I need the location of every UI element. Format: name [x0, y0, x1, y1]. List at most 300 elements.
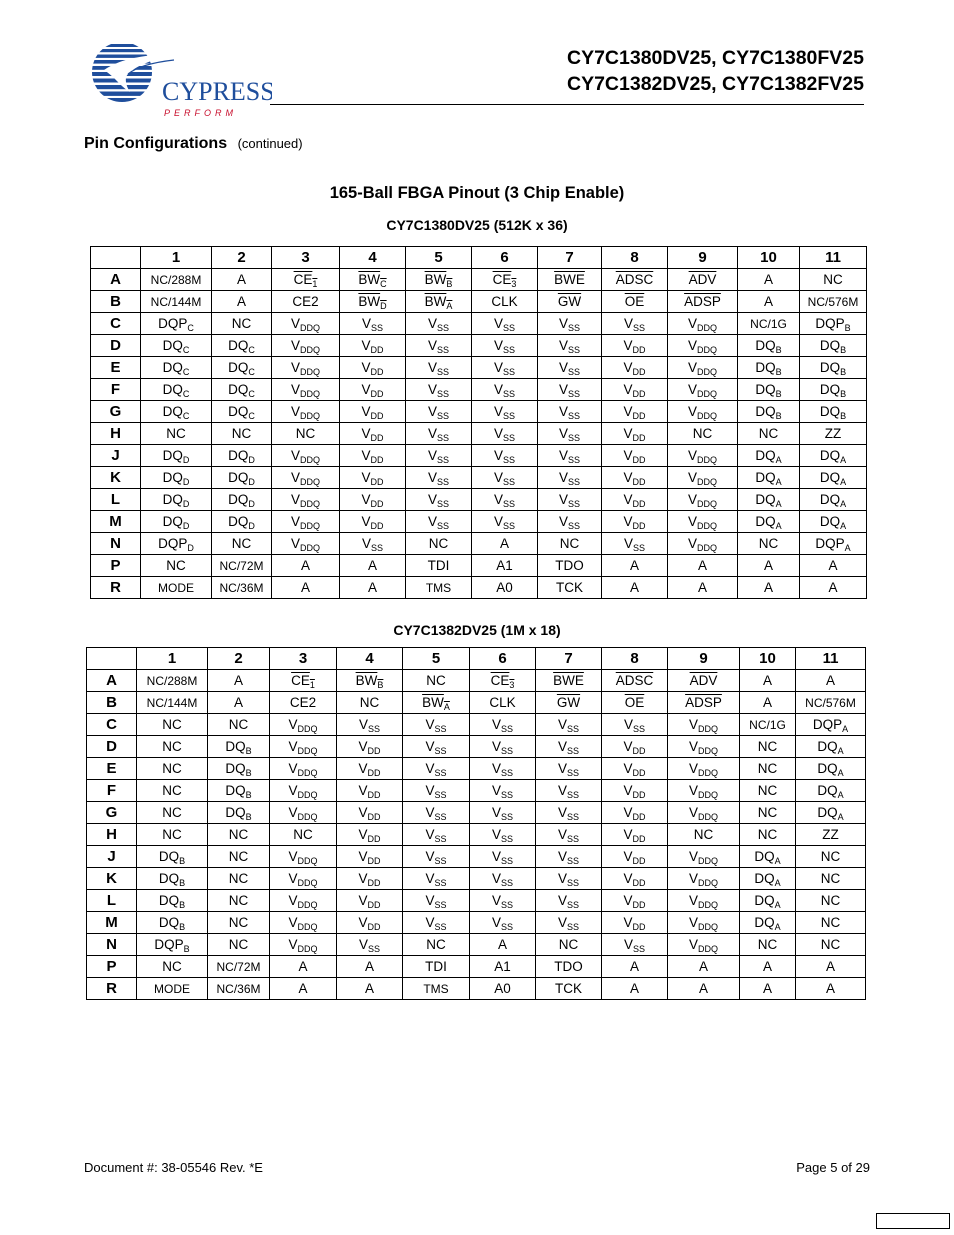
pin-label: $V_{DDQ}$: [288, 871, 318, 888]
pin-label: $DQ_C$: [228, 382, 255, 399]
table-row: [91, 423, 867, 445]
pin-cell: [668, 335, 738, 357]
pin-cell: [212, 533, 272, 555]
pin-label: ADSP: [685, 695, 722, 710]
pin-label: NC: [162, 827, 182, 842]
pin-label: $DQ_B$: [755, 404, 782, 421]
table-row: [87, 824, 866, 846]
pin-label: $DQ_D$: [162, 470, 190, 487]
pin-label: NC: [820, 893, 841, 908]
pin-label: CLK: [491, 294, 518, 309]
pin-label: $V_{DDQ}$: [288, 915, 318, 932]
pin-cell: [602, 956, 668, 978]
pin-cell: [137, 692, 208, 714]
table-row: [87, 802, 866, 824]
column-header: 11: [800, 247, 867, 269]
pin-label: A: [236, 272, 246, 287]
pin-cell: [602, 291, 668, 313]
pin-cell: [137, 714, 208, 736]
pin-label: $V_{DDQ}$: [290, 470, 320, 487]
pin-cell: [470, 802, 536, 824]
pin-label: $V_{DDQ}$: [687, 492, 717, 509]
pin-cell: [538, 533, 602, 555]
pin-label: $V_{SS}$: [493, 382, 516, 399]
pin-cell: [470, 714, 536, 736]
pin-label: $CE_3$: [492, 272, 517, 289]
pin-cell: [538, 467, 602, 489]
pin-cell: [470, 692, 536, 714]
pin-cell: [337, 956, 403, 978]
pin-label: $DQ_B$: [755, 382, 782, 399]
pin-cell: [472, 291, 538, 313]
pin-label: $V_{DD}$: [623, 470, 646, 487]
pin-label: $V_{SS}$: [493, 514, 516, 531]
pin-cell: [536, 956, 602, 978]
pin-cell: [406, 467, 472, 489]
pin-cell: [800, 401, 867, 423]
pin-cell: [270, 670, 337, 692]
pin-cell: [738, 555, 800, 577]
row-header: M: [91, 511, 141, 533]
pin-label: NC: [231, 426, 252, 441]
pin-cell: [602, 890, 668, 912]
table-row: [91, 269, 867, 291]
pin-label: NC: [228, 871, 249, 886]
pin-label: NC/576M: [805, 695, 856, 710]
pin-label: TDI: [427, 558, 450, 573]
pin-label: $V_{DDQ}$: [290, 404, 320, 421]
pin-cell: [340, 335, 406, 357]
pin-cell: [337, 934, 403, 956]
pin-cell: [668, 758, 740, 780]
pin-label: NC: [692, 426, 713, 441]
column-header: 10: [740, 648, 796, 670]
pin-label: $DQ_A$: [819, 448, 847, 465]
pin-label: NC/144M: [150, 294, 202, 309]
pin-cell: [340, 401, 406, 423]
pin-label: $V_{SS}$: [425, 849, 447, 866]
pin-cell: [208, 802, 270, 824]
pin-cell: [800, 357, 867, 379]
column-header: 2: [208, 648, 270, 670]
pin-cell: [406, 423, 472, 445]
pin-label: A: [300, 558, 310, 573]
pin-label: $V_{DDQ}$: [687, 514, 717, 531]
pin-cell: [337, 824, 403, 846]
pin-cell: [340, 313, 406, 335]
row-header: A: [91, 269, 141, 291]
pin-cell: [740, 846, 796, 868]
pin-label: $BW_B$: [355, 673, 384, 690]
pin-label: NC/144M: [146, 695, 198, 710]
pin-label: $V_{DD}$: [358, 739, 381, 756]
pin-label: $DQ_B$: [158, 893, 186, 910]
pin-cell: [538, 577, 602, 599]
table-row: [91, 291, 867, 313]
pin-cell: [796, 780, 866, 802]
pin-label: NC: [757, 937, 778, 952]
row-header: P: [91, 555, 141, 577]
column-header: 1: [141, 247, 212, 269]
pin-label: $V_{DDQ}$: [687, 316, 717, 333]
pin-cell: [740, 670, 796, 692]
pin-cell: [403, 890, 470, 912]
pin-label: $BW_D$: [358, 294, 387, 311]
table-row: [91, 467, 867, 489]
pin-cell: [472, 401, 538, 423]
pin-label: $\overline{GW}$: [557, 294, 582, 309]
pin-label: $V_{DDQ}$: [288, 761, 318, 778]
pin-label: $V_{SS}$: [425, 761, 447, 778]
pin-label: $DQ_A$: [819, 470, 847, 487]
pin-label: $V_{SS}$: [427, 492, 450, 509]
pin-cell: [796, 956, 866, 978]
pin-label: $V_{DDQ}$: [688, 849, 718, 866]
row-header: F: [91, 379, 141, 401]
pin-label: $\overline{BWE}$: [554, 272, 585, 287]
pin-cell: [668, 890, 740, 912]
pin-cell: [272, 269, 340, 291]
pin-cell: [270, 868, 337, 890]
pin-label: NC/288M: [150, 272, 202, 287]
row-header: H: [87, 824, 137, 846]
pin-cell: [472, 467, 538, 489]
pin-cell: [137, 978, 208, 1000]
pin-cell: [538, 313, 602, 335]
pin-cell: [536, 802, 602, 824]
pin-cell: [272, 533, 340, 555]
pin-label: $V_{SS}$: [557, 893, 580, 910]
pin-label: $V_{DD}$: [358, 893, 381, 910]
pin-cell: [668, 824, 740, 846]
pin-label: $V_{DDQ}$: [290, 360, 320, 377]
pin-cell: [796, 846, 866, 868]
pin-label: $V_{SS}$: [557, 849, 580, 866]
pin-label: ZZ: [822, 827, 839, 842]
pin-cell: [668, 577, 738, 599]
header-rule: [270, 104, 864, 105]
pin-cell: [800, 291, 867, 313]
pin-cell: [270, 714, 337, 736]
pin-cell: [668, 269, 738, 291]
pin-cell: [340, 577, 406, 599]
pin-cell: [337, 868, 403, 890]
pin-label: A: [763, 580, 773, 595]
pin-cell: [800, 467, 867, 489]
pin-cell: [470, 956, 536, 978]
pin-cell: [340, 533, 406, 555]
pin-cell: [208, 912, 270, 934]
pin-label: A: [698, 981, 708, 996]
pin-cell: [796, 670, 866, 692]
pin-cell: [796, 912, 866, 934]
pin-cell: [602, 423, 668, 445]
pin-label: $DQ_A$: [817, 739, 844, 756]
pin-cell: [403, 670, 470, 692]
pin-cell: [800, 379, 867, 401]
pin-label: $V_{SS}$: [623, 316, 646, 333]
row-header: L: [87, 890, 137, 912]
pin-cell: [602, 934, 668, 956]
pin-label: $V_{DD}$: [361, 382, 384, 399]
pin-cell: [668, 291, 738, 313]
pin-label: $DQ_D$: [228, 448, 255, 465]
pin-cell: [403, 736, 470, 758]
pin-cell: [137, 802, 208, 824]
pin-cell: [212, 313, 272, 335]
pin-label: A: [762, 959, 772, 974]
pin-label: $V_{SS}$: [491, 761, 514, 778]
pin-label: $V_{SS}$: [491, 717, 514, 734]
row-header: G: [87, 802, 137, 824]
pin-cell: [668, 401, 738, 423]
pin-label: $DQ_A$: [754, 871, 781, 888]
pin-label: $V_{SS}$: [425, 893, 447, 910]
pin-cell: [668, 802, 740, 824]
pin-cell: [337, 758, 403, 780]
pin-label: $V_{SS}$: [427, 360, 450, 377]
pin-label: $DQP_A$: [812, 717, 849, 734]
pin-cell: [602, 912, 668, 934]
pin-cell: [472, 577, 538, 599]
pin-cell: [272, 291, 340, 313]
pin-label: NC: [162, 717, 182, 732]
pin-cell: [538, 511, 602, 533]
pin-cell: [337, 846, 403, 868]
row-header: R: [91, 577, 141, 599]
pin-label: A: [629, 558, 639, 573]
pin-label: ADSP: [684, 294, 721, 309]
pin-label: $DQ_C$: [228, 360, 255, 377]
pin-label: $V_{DD}$: [623, 404, 646, 421]
column-header: 9: [668, 247, 738, 269]
pin-cell: [337, 890, 403, 912]
pin-cell: [740, 758, 796, 780]
pin-cell: [602, 868, 668, 890]
pin-label: $DQ_C$: [228, 404, 255, 421]
pin-cell: [536, 736, 602, 758]
pin-cell: [406, 401, 472, 423]
pin-cell: [800, 511, 867, 533]
pin-cell: [602, 978, 668, 1000]
pin-label: $V_{SS}$: [623, 937, 646, 954]
pin-cell: [270, 758, 337, 780]
svg-text:PERFORM: PERFORM: [164, 108, 237, 118]
pin-cell: [538, 423, 602, 445]
pin-cell: [272, 423, 340, 445]
pin-label: $DQ_B$: [158, 849, 186, 866]
pin-cell: [406, 291, 472, 313]
pin-label: $DQ_C$: [162, 404, 190, 421]
pin-cell: [738, 577, 800, 599]
pin-cell: [208, 780, 270, 802]
pin-label: $DQ_A$: [817, 805, 844, 822]
pin-cell: [668, 846, 740, 868]
pin-cell: [796, 692, 866, 714]
pinout-table-1m-x18: [86, 647, 866, 1000]
pin-cell: [800, 335, 867, 357]
pin-label: $V_{SS}$: [358, 717, 381, 734]
pin-cell: [740, 780, 796, 802]
pin-cell: [668, 511, 738, 533]
row-header: L: [91, 489, 141, 511]
pin-cell: [208, 890, 270, 912]
pin-label: A: [298, 959, 308, 974]
pin-label: TCK: [555, 981, 582, 996]
row-header: M: [87, 912, 137, 934]
pin-label: $DQ_D$: [228, 470, 255, 487]
pin-cell: [141, 291, 212, 313]
pin-cell: [272, 379, 340, 401]
column-header: 6: [472, 247, 538, 269]
pin-label: $DQ_B$: [225, 783, 252, 800]
pin-cell: [141, 511, 212, 533]
pin-cell: [406, 335, 472, 357]
pin-cell: [272, 445, 340, 467]
pin-label: NC: [757, 827, 778, 842]
pin-cell: [470, 846, 536, 868]
pin-label: $V_{DDQ}$: [688, 739, 718, 756]
pin-cell: [137, 846, 208, 868]
row-header: C: [91, 313, 141, 335]
pin-cell: [668, 445, 738, 467]
table-row: [91, 511, 867, 533]
pin-cell: [272, 401, 340, 423]
pin-cell: [738, 313, 800, 335]
pin-cell: [470, 758, 536, 780]
pin-cell: [602, 555, 668, 577]
pin-cell: [137, 912, 208, 934]
pin-cell: [668, 736, 740, 758]
pin-label: $V_{SS}$: [623, 717, 646, 734]
pin-label: $V_{SS}$: [491, 739, 514, 756]
row-header: P: [87, 956, 137, 978]
pin-cell: [668, 978, 740, 1000]
pin-cell: [800, 445, 867, 467]
pin-label: NC/1G: [749, 717, 786, 732]
pin-cell: [141, 555, 212, 577]
pin-label: NC/1G: [750, 316, 787, 331]
pin-cell: [602, 269, 668, 291]
title-line-1: CY7C1380DV25, CY7C1380FV25: [566, 47, 864, 69]
pin-cell: [403, 978, 470, 1000]
pin-label: ADSC: [615, 673, 654, 688]
pin-cell: [406, 313, 472, 335]
pin-label: $V_{SS}$: [493, 338, 516, 355]
pin-cell: [212, 291, 272, 313]
pin-label: $\overline{ADV}$: [688, 272, 717, 287]
pin-cell: [668, 670, 740, 692]
pin-cell: [800, 489, 867, 511]
pin-cell: [272, 577, 340, 599]
pin-cell: [740, 802, 796, 824]
pin-cell: [602, 511, 668, 533]
row-header: N: [87, 934, 137, 956]
pin-label: $DQ_A$: [754, 915, 781, 932]
column-header: 7: [538, 247, 602, 269]
pin-label: $V_{DDQ}$: [688, 893, 718, 910]
pin-label: $V_{SS}$: [558, 404, 581, 421]
section-heading: [84, 135, 303, 153]
pin-label: $V_{SS}$: [427, 448, 450, 465]
pin-cell: [602, 758, 668, 780]
pin-label: A0: [494, 981, 511, 996]
column-header: 1: [137, 648, 208, 670]
pin-cell: [602, 489, 668, 511]
pin-label: $DQ_A$: [754, 893, 781, 910]
pin-cell: [208, 824, 270, 846]
pin-label: NC: [558, 937, 579, 952]
pin-label: $V_{SS}$: [491, 805, 514, 822]
pin-cell: [137, 934, 208, 956]
pin-label: TCK: [556, 580, 583, 595]
pin-cell: [337, 692, 403, 714]
pin-cell: [738, 445, 800, 467]
pin-label: $V_{SS}$: [558, 382, 581, 399]
pin-cell: [738, 511, 800, 533]
column-header: 6: [470, 648, 536, 670]
column-header: 5: [403, 648, 470, 670]
pin-label: $V_{DDQ}$: [688, 761, 718, 778]
pin-label: NC: [162, 761, 182, 776]
pin-label: NC: [293, 827, 313, 842]
pin-cell: [137, 956, 208, 978]
pin-cell: [536, 824, 602, 846]
pin-label: MODE: [158, 580, 194, 595]
pin-cell: [536, 912, 602, 934]
table-row: [91, 335, 867, 357]
row-header: E: [91, 357, 141, 379]
pin-cell: [403, 934, 470, 956]
pin-label: NC: [231, 316, 252, 331]
pin-cell: [406, 511, 472, 533]
table-row: [87, 846, 866, 868]
pin-cell: [270, 934, 337, 956]
pin-cell: [738, 269, 800, 291]
pin-cell: [403, 692, 470, 714]
pin-label: NC: [228, 937, 249, 952]
pin-cell: [137, 824, 208, 846]
pin-cell: [337, 736, 403, 758]
pin-label: $V_{SS}$: [558, 448, 581, 465]
pin-label: $V_{DDQ}$: [688, 937, 718, 954]
pin-label: $V_{SS}$: [558, 426, 581, 443]
pin-label: $V_{DD}$: [361, 492, 384, 509]
pin-label: NC/72M: [216, 959, 261, 974]
pin-label: $V_{SS}$: [425, 827, 447, 844]
pin-cell: [270, 736, 337, 758]
pin-label: $V_{SS}$: [623, 536, 646, 553]
pin-label: $V_{SS}$: [491, 783, 514, 800]
pin-label: $DQ_B$: [225, 805, 252, 822]
pin-cell: [403, 846, 470, 868]
pin-cell: [800, 423, 867, 445]
pin-cell: [740, 890, 796, 912]
pin-label: $DQP_A$: [815, 536, 851, 553]
pin-label: $V_{SS}$: [493, 360, 516, 377]
pin-cell: [602, 736, 668, 758]
pin-cell: [470, 736, 536, 758]
pin-label: $DQ_B$: [158, 871, 186, 888]
pin-cell: [403, 780, 470, 802]
pin-cell: [337, 670, 403, 692]
pin-label: $BW_A$: [424, 294, 453, 311]
pin-cell: [141, 423, 212, 445]
pin-label: NC: [162, 783, 182, 798]
pin-label: $V_{SS}$: [493, 404, 516, 421]
pin-label: $V_{SS}$: [358, 937, 381, 954]
pin-label: $V_{SS}$: [491, 849, 514, 866]
